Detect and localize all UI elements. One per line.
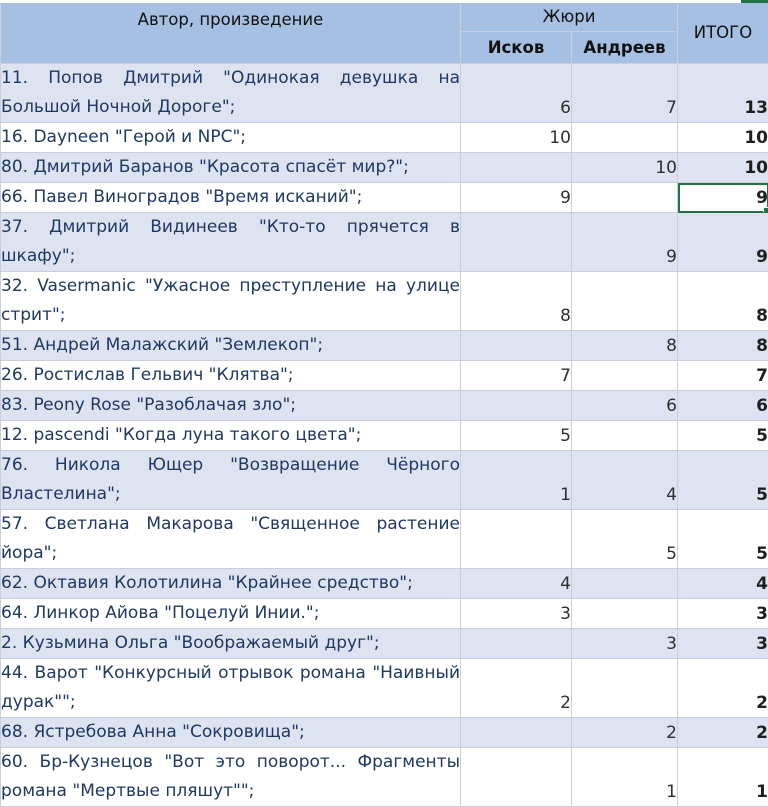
judge-andreev-header[interactable]: Андреев (572, 32, 678, 64)
iskov-score-cell[interactable] (461, 748, 572, 807)
iskov-score-cell[interactable]: 3 (461, 599, 572, 629)
iskov-score-cell[interactable]: 9 (461, 183, 572, 213)
author-cell[interactable]: 60. Бр-Кузнецов "Вот это поворот... Фрагменты романа "Мертвые пляшут""; (1, 748, 461, 807)
author-cell[interactable]: 76. Никола Ющер "Возвращение Чёрного Властелина"; (1, 451, 461, 510)
andreev-score-cell[interactable] (572, 361, 678, 391)
iskov-score-cell[interactable]: 1 (461, 451, 572, 510)
author-cell[interactable]: 2. Кузьмина Ольга "Воображаемый друг"; (1, 629, 461, 659)
andreev-score-cell[interactable]: 1 (572, 748, 678, 807)
iskov-score-cell[interactable]: 2 (461, 659, 572, 718)
iskov-score-cell[interactable]: 4 (461, 569, 572, 599)
andreev-score-cell[interactable] (572, 183, 678, 213)
iskov-score-cell[interactable] (461, 629, 572, 659)
iskov-score-cell[interactable]: 7 (461, 361, 572, 391)
top-strip (0, 0, 768, 3)
table-row (1, 391, 768, 421)
total-cell[interactable]: 4 (678, 569, 768, 599)
iskov-score-cell[interactable] (461, 153, 572, 183)
total-cell[interactable]: 1 (678, 748, 768, 807)
author-cell[interactable]: 16. Dayneen "Герой и NPC"; (1, 123, 461, 153)
author-cell[interactable]: 83. Peony Rose "Разоблачая зло"; (1, 391, 461, 421)
iskov-score-cell[interactable] (461, 510, 572, 569)
table-row (1, 183, 768, 213)
author-cell[interactable]: 68. Ястребова Анна "Сокровища"; (1, 718, 461, 748)
iskov-score-cell[interactable] (461, 718, 572, 748)
andreev-score-cell[interactable] (572, 421, 678, 451)
andreev-score-cell[interactable] (572, 659, 678, 718)
iskov-score-cell[interactable] (461, 213, 572, 272)
total-column-header[interactable]: ИТОГО (678, 1, 768, 64)
author-cell[interactable]: 51. Андрей Малажский "Землекоп"; (1, 331, 461, 361)
andreev-score-cell[interactable]: 8 (572, 331, 678, 361)
andreev-score-cell[interactable]: 4 (572, 451, 678, 510)
table-row (1, 272, 768, 331)
andreev-score-cell[interactable]: 2 (572, 718, 678, 748)
author-cell[interactable]: 62. Октавия Колотилина "Крайнее средство"; (1, 569, 461, 599)
iskov-score-cell[interactable]: 10 (461, 123, 572, 153)
iskov-score-cell[interactable] (461, 391, 572, 421)
total-cell[interactable]: 10 (678, 123, 768, 153)
table-row (1, 510, 768, 569)
andreev-score-cell[interactable]: 9 (572, 213, 678, 272)
author-cell[interactable]: 80. Дмитрий Баранов "Красота спасёт мир?"; (1, 153, 461, 183)
author-cell[interactable]: 64. Линкор Айова "Поцелуй Инии."; (1, 599, 461, 629)
andreev-score-cell[interactable] (572, 569, 678, 599)
total-cell[interactable]: 3 (678, 599, 768, 629)
andreev-score-cell[interactable] (572, 599, 678, 629)
table-row (1, 629, 768, 659)
total-cell[interactable]: 7 (678, 361, 768, 391)
andreev-score-cell[interactable]: 10 (572, 153, 678, 183)
total-cell[interactable]: 5 (678, 421, 768, 451)
total-cell[interactable]: 9 (678, 213, 768, 272)
author-column-header[interactable]: Автор, произведение (1, 1, 461, 64)
total-cell[interactable]: 13 (678, 64, 768, 123)
judge-iskov-header[interactable]: Исков (461, 32, 572, 64)
author-cell[interactable]: 12. pascendi "Когда луна такого цвета"; (1, 421, 461, 451)
total-cell-selected[interactable]: 9 (678, 183, 768, 213)
author-cell[interactable]: 66. Павел Виноградов "Время исканий"; (1, 183, 461, 213)
table-row (1, 659, 768, 718)
table-row (1, 123, 768, 153)
total-cell[interactable]: 2 (678, 659, 768, 718)
total-cell[interactable]: 10 (678, 153, 768, 183)
table-row (1, 748, 768, 807)
table-row (1, 361, 768, 391)
table-row (1, 331, 768, 361)
total-cell[interactable]: 5 (678, 510, 768, 569)
andreev-score-cell[interactable]: 6 (572, 391, 678, 421)
total-cell[interactable]: 3 (678, 629, 768, 659)
iskov-score-cell[interactable] (461, 331, 572, 361)
author-cell[interactable]: 57. Светлана Макарова "Священное растение йора"; (1, 510, 461, 569)
total-cell[interactable]: 6 (678, 391, 768, 421)
jury-group-header[interactable]: Жюри (461, 1, 678, 32)
iskov-score-cell[interactable]: 8 (461, 272, 572, 331)
author-cell[interactable]: 44. Варот "Конкурсный отрывок романа "Наивный дурак""; (1, 659, 461, 718)
total-cell[interactable]: 8 (678, 331, 768, 361)
iskov-score-cell[interactable]: 6 (461, 64, 572, 123)
andreev-score-cell[interactable]: 7 (572, 64, 678, 123)
selection-column-marker (741, 0, 768, 3)
table-row (1, 213, 768, 272)
total-cell[interactable]: 2 (678, 718, 768, 748)
iskov-score-cell[interactable]: 5 (461, 421, 572, 451)
andreev-score-cell[interactable] (572, 272, 678, 331)
table-row (1, 64, 768, 123)
andreev-score-cell[interactable]: 5 (572, 510, 678, 569)
table-row (1, 421, 768, 451)
table-row (1, 718, 768, 748)
table-row (1, 451, 768, 510)
author-cell[interactable]: 37. Дмитрий Видинеев "Кто-то прячется в шкафу"; (1, 213, 461, 272)
table-row (1, 153, 768, 183)
table-row (1, 599, 768, 629)
author-cell[interactable]: 32. Vasermanic "Ужасное преступление на улице стрит"; (1, 272, 461, 331)
author-cell[interactable]: 11. Попов Дмитрий "Одинокая девушка на Большой Ночной Дороге"; (1, 64, 461, 123)
andreev-score-cell[interactable]: 3 (572, 629, 678, 659)
andreev-score-cell[interactable] (572, 123, 678, 153)
total-cell[interactable]: 8 (678, 272, 768, 331)
header-row-1 (1, 1, 768, 32)
author-cell[interactable]: 26. Ростислав Гельвич "Клятва"; (1, 361, 461, 391)
total-cell[interactable]: 5 (678, 451, 768, 510)
table-row (1, 569, 768, 599)
